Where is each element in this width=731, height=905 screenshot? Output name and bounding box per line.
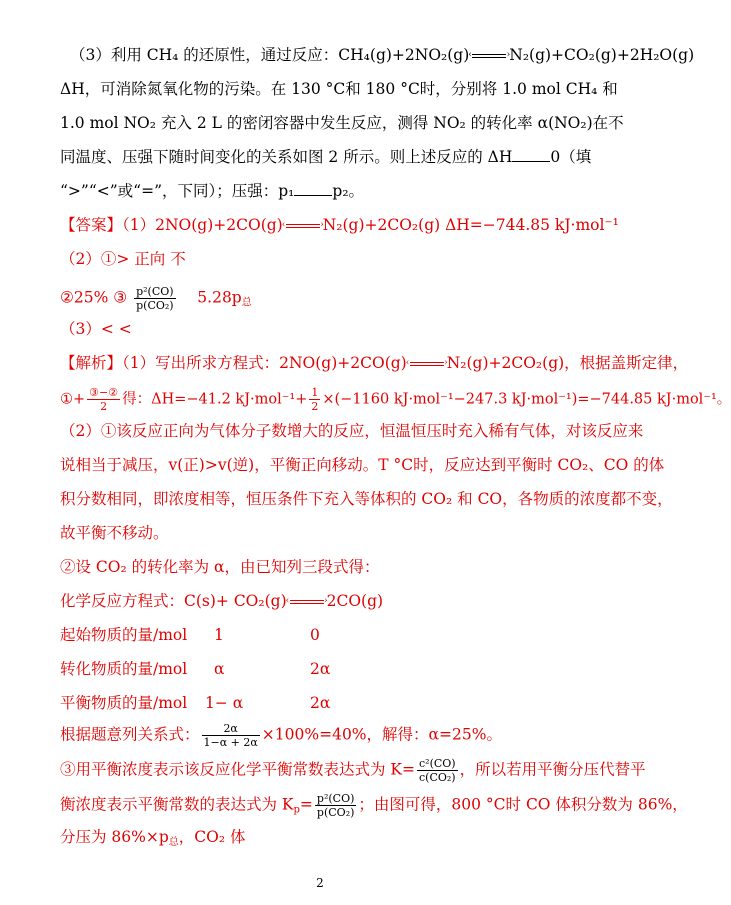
denominator: 2 <box>311 400 319 413</box>
equilibrium-arrow-icon: › ‹ <box>281 220 324 230</box>
question-line-3: 1.0 mol NO₂ 充入 2 L 的密闭容器中发生反应，测得 NO₂ 的转化率 α(NO₂)在不 <box>60 114 624 132</box>
text: ，所以若用平衡分压代替平 <box>459 760 646 779</box>
cell: 1 <box>214 626 224 644</box>
analysis-tag: 【解析】 <box>60 354 123 372</box>
text: ；由图可得，800 °C时 CO 体积分数为 86%， <box>358 795 688 814</box>
text: ②25% ③ <box>60 288 128 307</box>
analysis-line-5: 积分数相同，即浓度相等，恒压条件下充入等体积的 CO₂ 和 CO，各物质的浓度都不变， <box>60 490 673 508</box>
fraction <box>87 386 120 413</box>
text: ①+ <box>60 391 86 408</box>
text: 分压为 86%×p <box>60 828 169 846</box>
question-line-1 <box>70 45 694 65</box>
analysis-line-12 <box>60 827 246 847</box>
question-line-2: ΔH，可消除氮氧化物的污染。在 130 °C和 180 °C时，分别将 1.0 mol CH₄ 和 <box>60 80 618 98</box>
text: ×(−1160 kJ·mol⁻¹−247.3 kJ·mol⁻¹)=−744.85 kJ·mol⁻¹。 <box>322 391 731 408</box>
denominator: 1−α + 2α <box>203 736 258 749</box>
answer-line-1 <box>60 215 619 235</box>
denominator: 2 <box>100 400 108 413</box>
text: （3）利用 CH₄ 的还原性，通过反应：CH₄(g)+2NO₂(g) <box>70 46 470 64</box>
answer-line-2: （2）①> 正向 不 <box>60 250 186 268</box>
denominator: p(CO₂) <box>316 806 355 819</box>
equilibrium-arrow-icon: › ‹ <box>468 50 511 60</box>
question-line-5 <box>60 181 364 201</box>
row-label: 转化物质的量/mol <box>60 660 188 678</box>
subscript: 总 <box>241 297 252 309</box>
cell: 1− α <box>205 694 244 712</box>
fraction <box>309 386 320 413</box>
equilibrium-arrow-icon: › ‹ <box>285 596 328 606</box>
equilibrium-arrow-icon: › ‹ <box>405 358 448 368</box>
text: 化学反应方程式：C(s)+ CO₂(g) <box>60 592 287 610</box>
analysis-line-8 <box>60 591 383 611</box>
cell: α <box>214 660 225 678</box>
numerator: c²(CO) <box>419 757 456 770</box>
answer-line-3 <box>60 285 252 312</box>
table-row <box>60 659 330 679</box>
numerator: p²(CO) <box>316 792 355 805</box>
fraction <box>202 722 260 749</box>
analysis-line-1 <box>60 353 688 373</box>
analysis-line-11 <box>60 792 688 819</box>
text: N₂(g)+CO₂(g)+2H₂O(g) <box>509 46 695 64</box>
answer-blank <box>294 183 332 196</box>
text: 根据题意列关系式： <box>60 725 200 744</box>
analysis-line-2 <box>60 386 731 413</box>
answer-blank <box>512 149 550 162</box>
subscript: 总 <box>168 837 179 848</box>
text: （1）写出所求方程式：2NO(g)+2CO(g) <box>122 354 407 372</box>
numerator: p²(CO) <box>136 285 174 298</box>
text: 2CO(g) <box>326 592 384 610</box>
numerator: ③−② <box>89 386 119 399</box>
analysis-line-4: 说相当于减压，v(正)>v(逆)，平衡正向移动。T °C时，反应达到平衡时 CO₂、CO 的体 <box>60 456 665 474</box>
subscript: p <box>293 804 300 816</box>
numerator: 1 <box>311 386 319 399</box>
text: （1）2NO(g)+2CO(g) <box>122 216 283 234</box>
text: 得：ΔH=−41.2 kJ·mol⁻¹+ <box>122 391 308 408</box>
analysis-line-7: ②设 CO₂ 的转化率为 α，由已知列三段式得： <box>60 558 380 576</box>
answer-tag: 【答案】 <box>60 216 123 234</box>
row-label: 起始物质的量/mol <box>60 626 188 644</box>
cell: 2α <box>310 694 331 712</box>
text: ③用平衡浓度表示该反应化学平衡常数表达式为 K= <box>60 760 415 779</box>
denominator: c(CO₂) <box>419 771 456 784</box>
text: = <box>299 795 313 814</box>
text: p₂。 <box>332 182 365 200</box>
analysis-line-10 <box>60 757 646 784</box>
row-label: 平衡物质的量/mol <box>60 694 188 712</box>
numerator: 2α <box>202 722 260 736</box>
analysis-line-6: 故平衡不移动。 <box>60 524 169 542</box>
text: ×100%=40%，解得：α=25%。 <box>261 725 502 744</box>
text: 同温度、压强下随时间变化的关系如图 2 所示。则上述反应的 ΔH <box>60 148 513 166</box>
text: 5.28p <box>197 288 242 307</box>
question-line-4 <box>60 147 591 167</box>
fraction <box>315 792 356 819</box>
fraction <box>417 757 458 784</box>
denominator: p(CO₂) <box>136 299 174 312</box>
text: N₂(g)+2CO₂(g) ΔH=−744.85 kJ·mol⁻¹ <box>322 216 619 234</box>
table-row <box>60 625 320 645</box>
text: ，CO₂ 体 <box>178 828 246 846</box>
cell: 2α <box>310 660 331 678</box>
cell: 0 <box>310 626 320 644</box>
text: N₂(g)+2CO₂(g)，根据盖斯定律， <box>446 354 689 372</box>
answer-line-4: （3）< < <box>60 320 132 338</box>
text: 衡浓度表示平衡常数的表达式为 K <box>60 795 294 814</box>
table-row <box>60 693 330 713</box>
analysis-line-3: （2）①该反应正向为气体分子数增大的反应，恒温恒压时充入稀有气体，对该反应来 <box>60 422 644 440</box>
text: “>”“<”或“=”，下同）；压强：p₁ <box>60 182 295 200</box>
analysis-line-9 <box>60 722 502 749</box>
page-number: 2 <box>316 876 324 890</box>
fraction <box>134 285 175 312</box>
text: 0（填 <box>550 148 592 166</box>
